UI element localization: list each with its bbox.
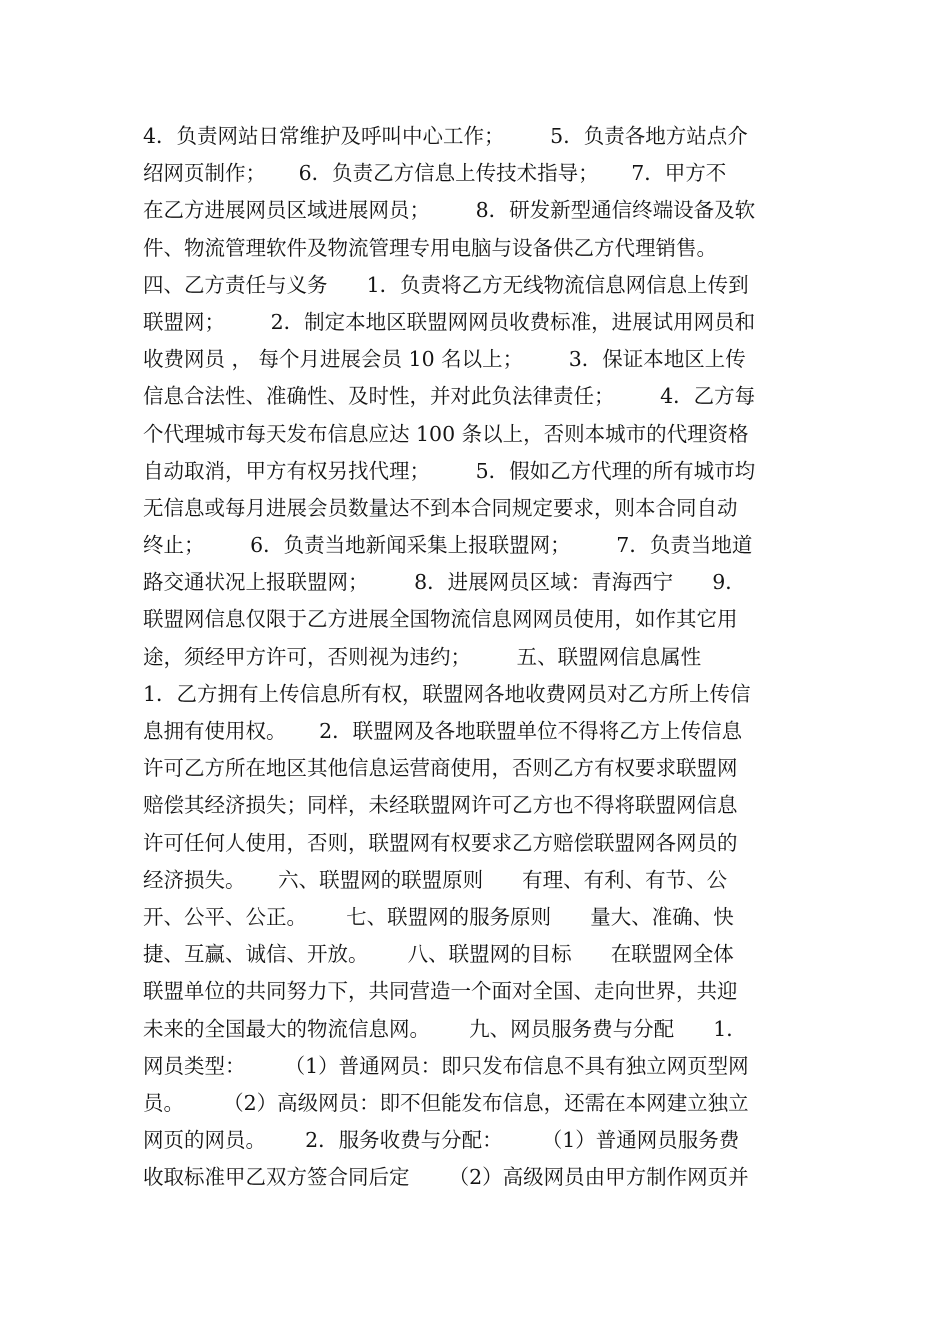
text-line: 联盟单位的共同努力下，共同营造一个面对全国、走向世界，共迎 (143, 979, 738, 1004)
text-line: 终止； 6．负责当地新闻采集上报联盟网； 7．负责当地道 (143, 533, 753, 558)
text-line: 联盟网信息仅限于乙方进展全国物流信息网网员使用，如作其它用 (143, 607, 738, 632)
text-line: 绍网页制作； 6．负责乙方信息上传技术指导； 7．甲方不 (143, 161, 727, 186)
section-heading-line: 四、乙方责任与义务 1．负责将乙方无线物流信息网信息上传到 (143, 272, 749, 297)
text-line: 途，须经甲方许可，否则视为违约； 五、联盟网信息属性 (143, 644, 702, 669)
text-line: 经济损失。 六、联盟网的联盟原则 有理、有利、有节、公 (143, 867, 728, 892)
text-line: 4．负责网站日常维护及呼叫中心工作； 5．负责各地方站点介 (143, 124, 748, 148)
text-line: 收费网员 ， 每个月进展会员 10 名以上； 3．保证本地区上传 (143, 347, 746, 372)
text-line: 自动取消，甲方有权另找代理； 5．假如乙方代理的所有城市均 (143, 458, 756, 483)
text-line: 路交通状况上报联盟网； 8．进展网员区域：青海西宁 9． (143, 570, 746, 595)
text-line: 许可乙方所在地区其他信息运营商使用，否则乙方有权要求联盟网 (143, 756, 738, 781)
text-line: 在乙方进展网员区域进展网员； 8．研发新型通信终端设备及软 (143, 198, 756, 223)
text-line: 赔偿其经济损失；同样，未经联盟网许可乙方也不得将联盟网信息 (143, 793, 738, 818)
text-line: 联盟网； 2．制定本地区联盟网网员收费标准，进展试用网员和 (143, 309, 756, 334)
text-line: 未来的全国最大的物流信息网。 九、网员服务费与分配 1． (143, 1016, 747, 1041)
text-line: 网员类型： （1）普通网员：即只发布信息不具有独立网页型网 (143, 1053, 749, 1078)
text-line: 收取标准甲乙双方签合同后定 （2）高级网员由甲方制作网页并 (143, 1165, 749, 1190)
text-line: 许可任何人使用，否则，联盟网有权要求乙方赔偿联盟网各网员的 (143, 830, 738, 855)
text-line: 开、公平、公正。 七、联盟网的服务原则 量大、准确、快 (143, 904, 734, 929)
text-line: 件、物流管理软件及物流管理专用电脑与设备供乙方代理销售。 (143, 235, 717, 260)
text-line: 信息合法性、准确性、及时性，并对此负法律责任； 4．乙方每 (143, 384, 756, 409)
text-line: 网页的网员。 2．服务收费与分配： （1）普通网员服务费 (143, 1128, 740, 1153)
text-line: 捷、互赢、诚信、开放。 八、联盟网的目标 在联盟网全体 (143, 942, 734, 967)
text-line: 无信息或每月进展会员数量达不到本合同规定要求，则本合同自动 (143, 495, 738, 520)
text-line: 员。 （2）高级网员：即不但能发布信息，还需在本网建立独立 (143, 1090, 749, 1115)
text-line: 息拥有使用权。 2．联盟网及各地联盟单位不得将乙方上传信息 (143, 719, 743, 743)
contract-body-text (143, 118, 823, 1196)
text-line: 1．乙方拥有上传信息所有权，联盟网各地收费网员对乙方所上传信 (143, 681, 751, 706)
text-line: 个代理城市每天发布信息应达 100 条以上，否则本城市的代理资格 (143, 421, 749, 446)
